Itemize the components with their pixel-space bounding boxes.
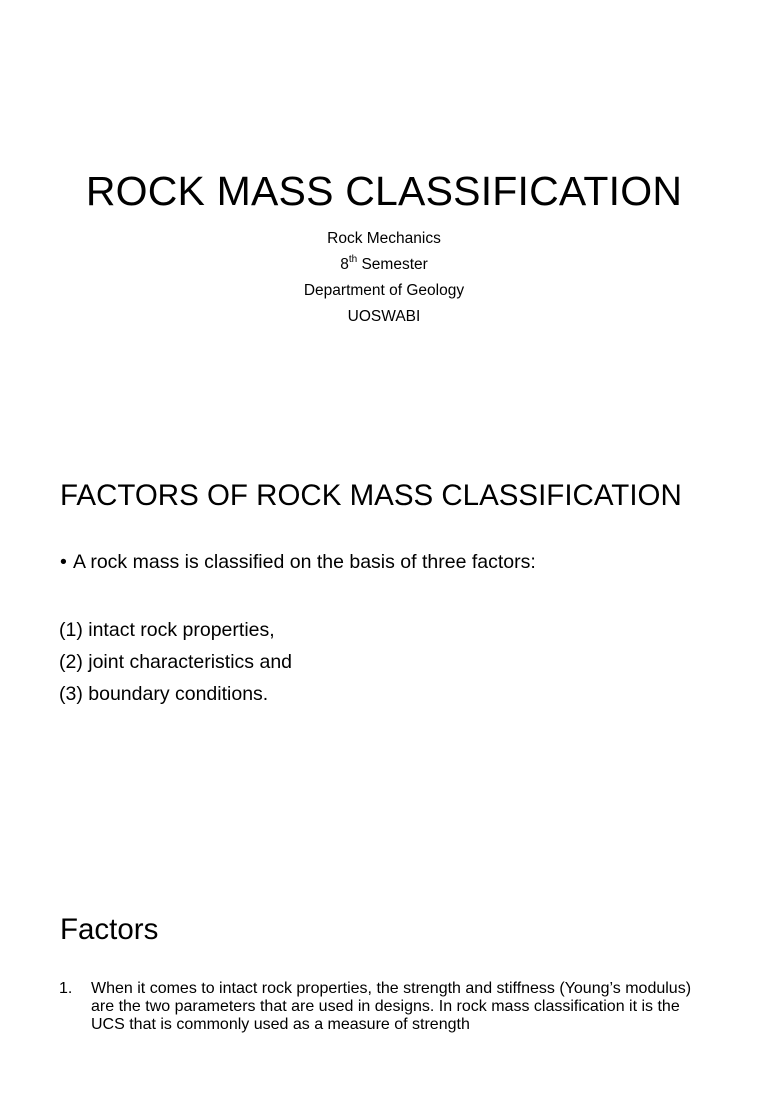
- factor-item: (3) boundary conditions.: [59, 683, 269, 705]
- main-title: ROCK MASS CLASSIFICATION: [85, 168, 683, 214]
- course-name: Rock Mechanics: [327, 230, 441, 247]
- detail-list: [59, 980, 699, 1034]
- factor-item: (2) joint characteristics and: [59, 651, 293, 673]
- subtitle-block: [0, 226, 768, 330]
- semester-line: [0, 252, 768, 278]
- semester-suffix: th: [348, 253, 358, 265]
- list-item: [59, 980, 699, 1034]
- factor-item: (1) intact rock properties,: [59, 619, 275, 641]
- bullet-point: [60, 549, 536, 575]
- department-name: Department of Geology: [303, 282, 465, 299]
- factors-detail-heading: Factors: [60, 913, 159, 946]
- list-item-number: 1.: [59, 980, 73, 997]
- factors-heading: FACTORS OF ROCK MASS CLASSIFICATION: [60, 479, 682, 512]
- list-item-text: When it comes to intact rock properties, the strength and stiffness (Young’s modulus) are the two parameters that are used in designs. In rock mass classification it is the UCS that is commonly used as a measure of strength: [91, 980, 692, 1033]
- bullet-symbol: •: [60, 551, 67, 573]
- semester-word: Semester: [357, 256, 428, 273]
- title-slide: [0, 0, 768, 432]
- semester-number: 8: [340, 256, 349, 273]
- bullet-text: A rock mass is classified on the basis of three factors:: [73, 551, 536, 573]
- university-name: UOSWABI: [347, 308, 421, 325]
- factor-list: [59, 614, 292, 710]
- factors-slide: [0, 432, 768, 864]
- factors-detail-slide: [0, 896, 768, 1096]
